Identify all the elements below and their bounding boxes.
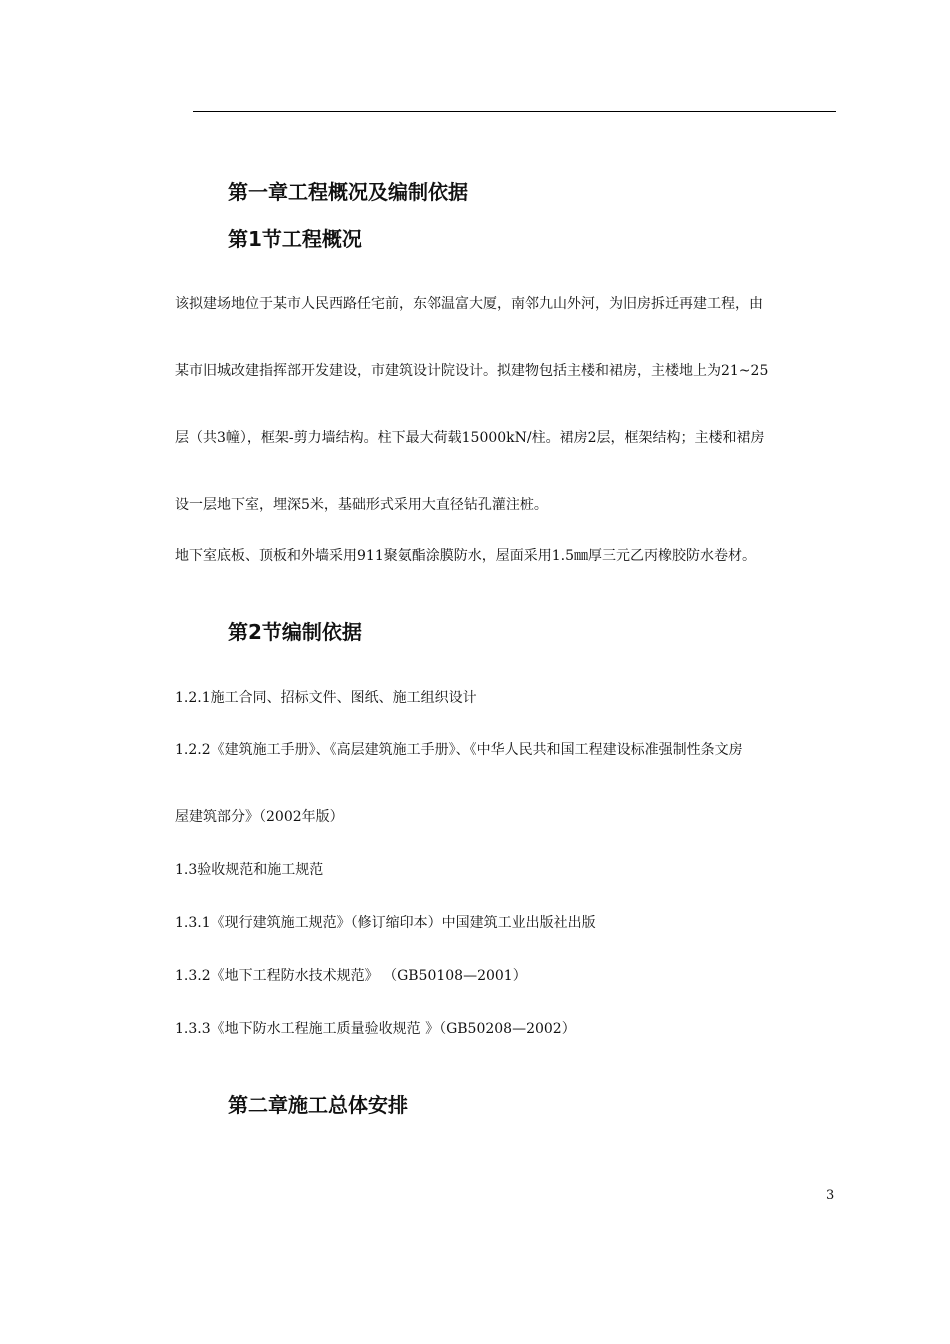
page-number: 3 (826, 1188, 835, 1203)
paragraph-line: 某市旧城改建指挥部开发建设，市建筑设计院设计。拟建物包括主楼和裙房，主楼地上为21~25 (175, 363, 769, 379)
section-1-title: 第1节工程概况 (228, 227, 362, 251)
paragraph-line: 层（共3幢），框架-剪力墙结构。柱下最大荷载15000kN/柱。裙房2层，框架结构；主楼和裙房 (175, 430, 765, 446)
chapter-1-title: 第一章工程概况及编制依据 (228, 180, 468, 204)
list-item: 1.3.1《现行建筑施工规范》（修订缩印本）中国建筑工业出版社出版 (175, 915, 596, 931)
paragraph-line: 设一层地下室，埋深5米，基础形式采用大直径钻孔灌注桩。 (175, 497, 548, 513)
header-rule (193, 111, 836, 112)
chapter-2-title: 第二章施工总体安排 (228, 1093, 408, 1117)
list-item: 1.3.2《地下工程防水技术规范》 （GB50108—2001） (175, 968, 527, 984)
list-item: 1.3.3《地下防水工程施工质量验收规范 》（GB50208—2002） (175, 1021, 576, 1037)
list-item: 1.2.2《建筑施工手册》、《高层建筑施工手册》、《中华人民共和国工程建设标准强制性条文房 (175, 742, 743, 758)
list-item: 屋建筑部分》（2002年版） (175, 809, 344, 825)
paragraph-line: 地下室底板、顶板和外墙采用911聚氨酯涂膜防水，屋面采用1.5㎜厚三元乙丙橡胶防水卷材。 (175, 548, 756, 564)
paragraph-line: 该拟建场地位于某市人民西路任宅前，东邻温富大厦，南邻九山外河，为旧房拆迁再建工程，由 (175, 296, 763, 312)
section-2-title: 第2节编制依据 (228, 620, 362, 644)
list-item: 1.3验收规范和施工规范 (175, 862, 324, 878)
list-item: 1.2.1施工合同、招标文件、图纸、施工组织设计 (175, 690, 477, 706)
